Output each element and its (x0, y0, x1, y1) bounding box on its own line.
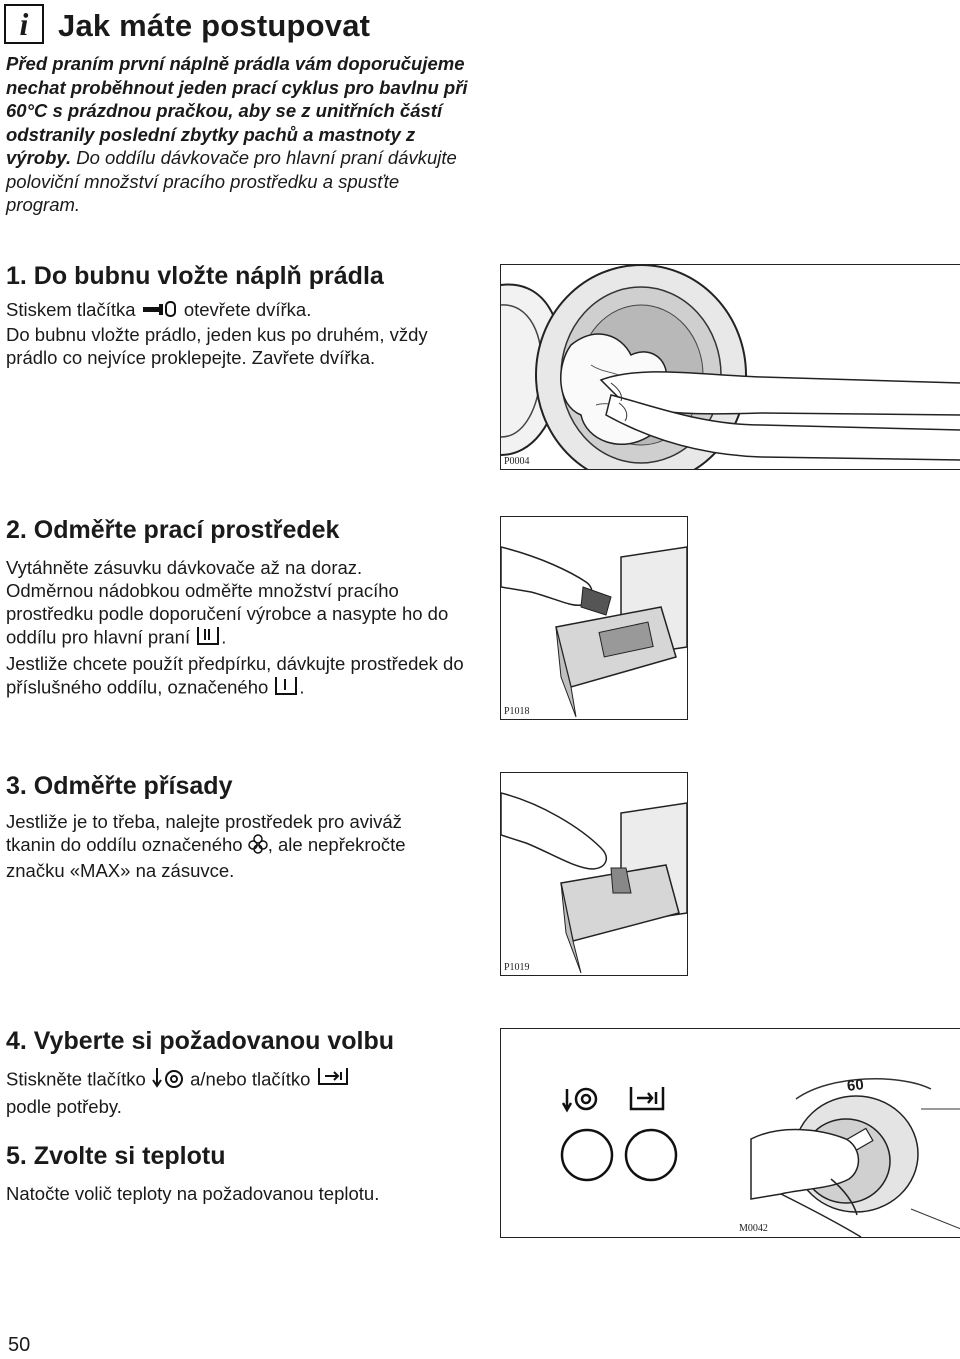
page-title: Jak máte postupovat (58, 8, 371, 43)
step-2-text: Vytáhněte zásuvku dávkovače až na doraz. Odměrnou nádobkou odměřte množství pracího prostředku podle doporučení výrobce a nasypte ho do oddílu pro hlavní praní . Jestliže chcete použít předpírku, dávkujte prostředek do příslušného oddílu, označeného . (6, 556, 486, 702)
image-code: P1018 (504, 706, 530, 717)
time-saver-icon (631, 1087, 663, 1109)
spin-reduction-icon (563, 1089, 596, 1110)
time-saver-button[interactable] (626, 1130, 676, 1180)
step-5-text: Natočte volič teploty na požadovanou teplotu. (6, 1183, 380, 1204)
image-code: M0042 (739, 1223, 768, 1234)
info-icon: i (4, 4, 44, 44)
step-5-title: 5. Zvolte si teplotu (6, 1142, 226, 1170)
main-wash-compartment-icon (195, 625, 221, 652)
prewash-compartment-icon (273, 675, 299, 702)
spin-reduction-button[interactable] (562, 1130, 612, 1180)
intro-regular: Do oddílu dávkovače pro hlavní praní dávkujte poloviční množství pracího prostředku a spusťte program. (6, 147, 457, 215)
intro-paragraph (6, 52, 476, 217)
door-key-icon (141, 300, 179, 323)
image-code: P0004 (504, 456, 530, 467)
time-saver-icon (316, 1066, 350, 1095)
step-4-title: 4. Vyberte si požadovanou volbu (6, 1027, 395, 1055)
image-code: P1019 (504, 962, 530, 973)
step-3-text: Jestliže je to třeba, nalejte prostředek pro aviváž tkanin do oddílu označeného , ale nepřekročte značku «MAX» na zásuvce. (6, 811, 406, 881)
step-3-title: 3. Odměřte přísady (6, 772, 233, 800)
illustration-detergent-drawer (500, 516, 688, 720)
illustration-loading-drum (500, 264, 960, 470)
step-2-title: 2. Odměřte prací prostředek (6, 516, 340, 544)
temperature-dial-value: 60 (846, 1076, 865, 1095)
step-4-text: Stiskněte tlačítko a/nebo tlačítko podle potřeby. (6, 1066, 476, 1118)
illustration-softener-drawer (500, 772, 688, 976)
intro-bold: Před praním první náplně prádla vám doporučujeme nechat proběhnout jeden prací cyklus pro bavlnu při 60°C s prázdnou pračkou, aby se z unitřních částí odstranily poslední zbytky pachů a mastnoty z výroby. (6, 53, 468, 168)
page-number: 50 (8, 1334, 31, 1356)
spin-reduction-icon (151, 1066, 185, 1095)
illustration-control-panel (500, 1028, 960, 1238)
step-1-text: Stiskem tlačítka otevřete dvířka. Do bubnu vložte prádlo, jeden kus po druhém, vždy prádlo co nejvíce proklepejte. Zavřete dvířka. (6, 299, 428, 368)
flower-softener-icon (248, 834, 268, 859)
step-1-title: 1. Do bubnu vložte náplň prádla (6, 262, 384, 290)
